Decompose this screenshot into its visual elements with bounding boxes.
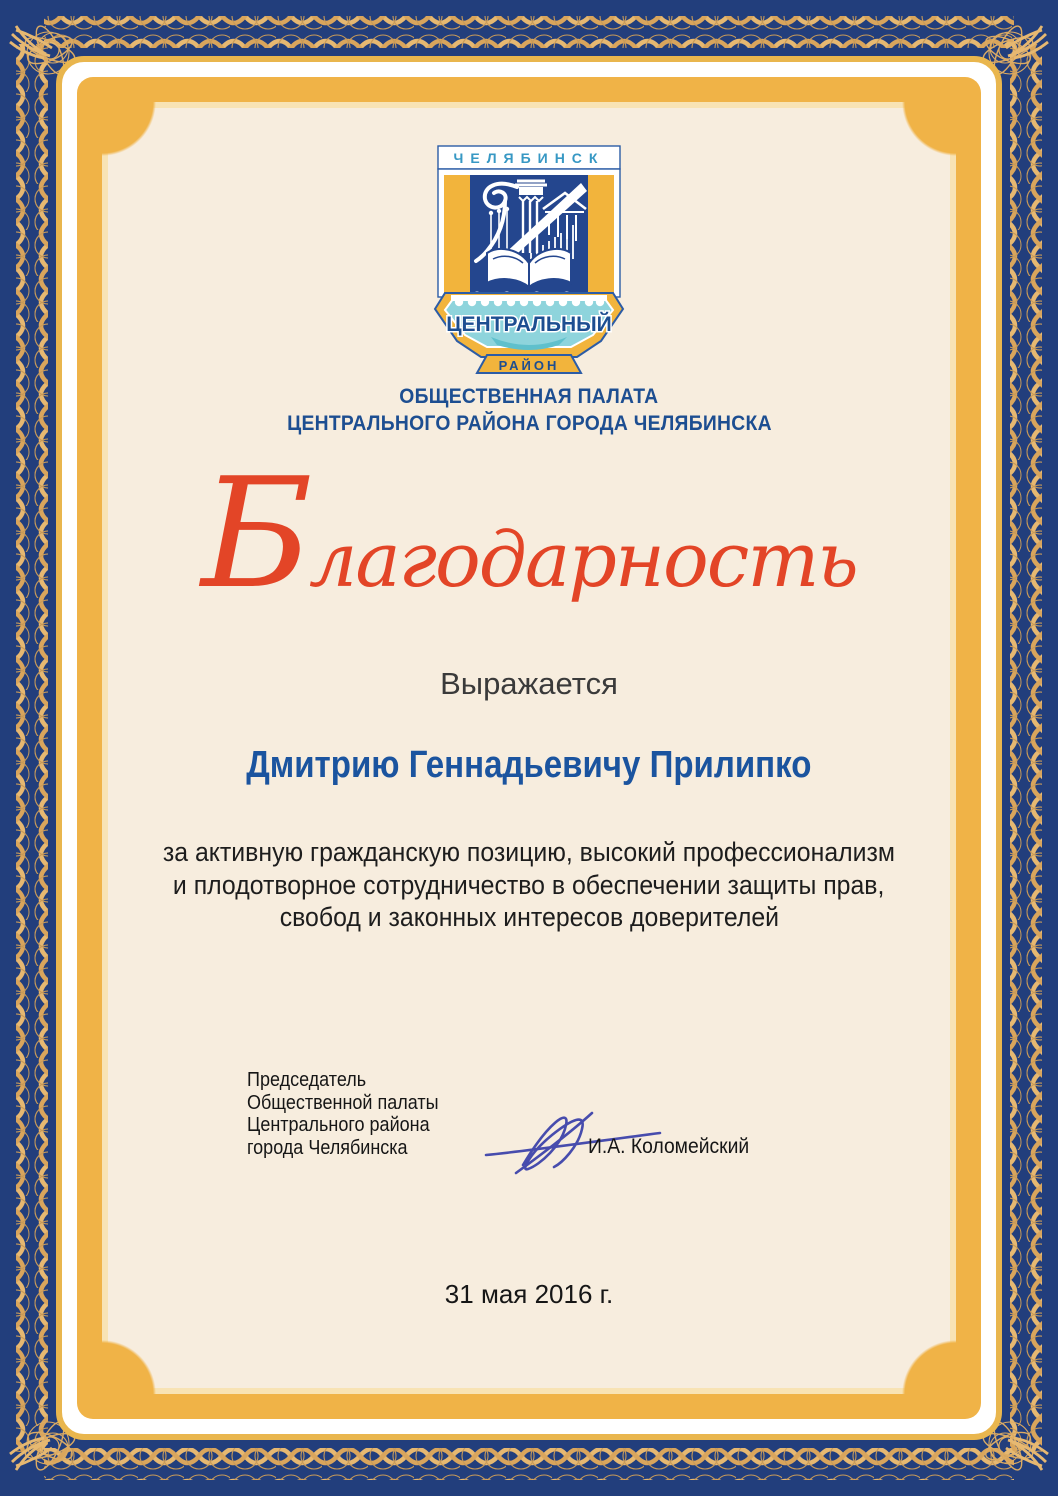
emblem-gold-bar-left: [444, 175, 470, 297]
title-rest: лагодарность: [308, 515, 857, 604]
organization-line2: ЦЕНТРАЛЬНОГО РАЙОНА ГОРОДА ЧЕЛЯБИНСКА: [286, 412, 772, 435]
position-line2: Общественной палаты: [247, 1091, 439, 1114]
organization-heading: [0, 383, 1058, 437]
recipient-name: Дмитрию Геннадьевичу Прилипко: [246, 744, 812, 786]
certificate-title: [0, 445, 1058, 622]
position-line3: Центрального района: [247, 1114, 430, 1136]
emblem-district-label: ЦЕНТРАЛЬНЫЙ: [446, 313, 612, 336]
position-line4: города Челябинска: [247, 1136, 408, 1159]
position-line1: Председатель: [247, 1069, 367, 1091]
organization-line1: ОБЩЕСТВЕННАЯ ПАЛАТА: [399, 385, 659, 408]
emblem-city-label: ЧЕЛЯБИНСК: [453, 150, 605, 166]
date-label: 31 мая 2016 г.: [444, 1279, 614, 1309]
body-paragraph: [0, 836, 1058, 934]
body-line1: за активную гражданскую позицию, высокий профессионализм: [162, 837, 896, 867]
district-coat-of-arms: [431, 141, 627, 375]
body-line2: и плодотворное сотрудничество в обеспечении защиты прав,: [173, 869, 885, 900]
signer-name: И.А. Коломейский: [588, 1135, 750, 1158]
signer-position-block: [247, 1069, 460, 1159]
body-line3: свобод и законных интересов доверителей: [279, 902, 779, 932]
emblem-gold-bar-right: [588, 175, 614, 297]
intro-label: Выражается: [440, 666, 618, 701]
emblem-ribbon-label: РАЙОН: [498, 358, 560, 373]
title-initial: Б: [201, 445, 309, 622]
